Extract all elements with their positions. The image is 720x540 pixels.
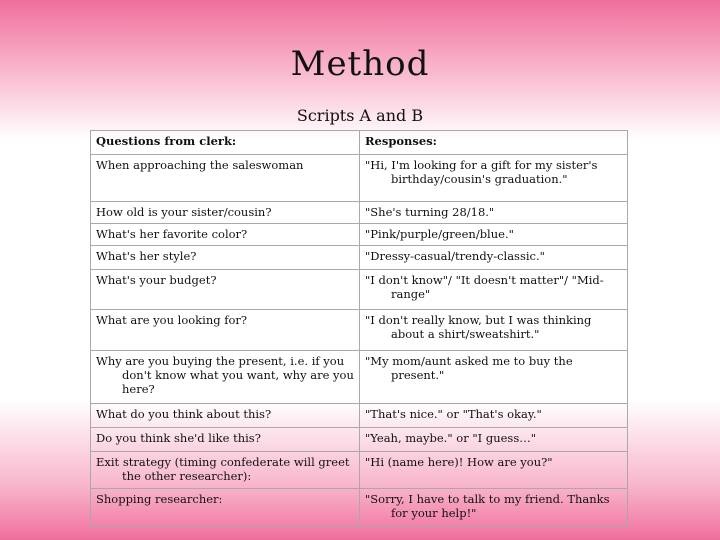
response-text: "That's nice." or "That's okay.": [365, 407, 542, 421]
header-responses: Responses:: [360, 131, 628, 155]
table-row: [91, 404, 628, 428]
question-cell: [91, 452, 360, 489]
table-row: [91, 202, 628, 224]
response-text: "Hi (name here)! How are you?": [365, 455, 553, 469]
response-text: "My mom/aunt asked me to buy the present.": [365, 354, 573, 382]
question-cell: [91, 202, 360, 224]
response-cell: [360, 202, 628, 224]
response-text: "Yeah, maybe." or "I guess…": [365, 431, 537, 445]
response-cell: [360, 246, 628, 270]
response-text: "Pink/purple/green/blue.": [365, 227, 514, 241]
response-cell: [360, 351, 628, 404]
question-text: What are you looking for?: [96, 313, 248, 327]
question-cell: [91, 310, 360, 351]
question-text: What's her style?: [96, 249, 197, 263]
response-text: "I don't know"/ "It doesn't matter"/ "Mid-range": [365, 273, 604, 301]
question-text: Do you think she'd like this?: [96, 431, 261, 445]
response-cell: [360, 428, 628, 452]
slide-subtitle: Scripts A and B: [296, 106, 424, 125]
response-cell: [360, 489, 628, 527]
table-header-row: [91, 131, 628, 155]
question-cell: [91, 246, 360, 270]
question-text: Shopping researcher:: [96, 492, 223, 506]
response-text: "She's turning 28/18.": [365, 205, 495, 219]
table-row: [91, 351, 628, 404]
question-text: Exit strategy (timing confederate will greet the other researcher):: [96, 455, 350, 483]
response-text: "Sorry, I have to talk to my friend. Thanks for your help!": [365, 492, 610, 520]
response-cell: [360, 270, 628, 310]
response-text: "Hi, I'm looking for a gift for my sister's birthday/cousin's graduation.": [365, 158, 598, 186]
slide-title: Method: [290, 44, 430, 84]
question-text: What do you think about this?: [96, 407, 272, 421]
table-row: [91, 310, 628, 351]
response-text: "Dressy-casual/trendy-classic.": [365, 249, 545, 263]
question-cell: [91, 428, 360, 452]
table-row: [91, 428, 628, 452]
header-questions: Questions from clerk:: [91, 131, 360, 155]
question-cell: [91, 404, 360, 428]
question-text: How old is your sister/cousin?: [96, 205, 272, 219]
table-row: [91, 155, 628, 202]
table-row: [91, 224, 628, 246]
scripts-table: [90, 130, 628, 527]
response-cell: [360, 452, 628, 489]
response-cell: [360, 310, 628, 351]
question-text: Why are you buying the present, i.e. if you don't know what you want, why are you here?: [96, 354, 354, 396]
response-cell: [360, 155, 628, 202]
response-cell: [360, 224, 628, 246]
table-row: [91, 270, 628, 310]
question-cell: [91, 155, 360, 202]
question-text: What's her favorite color?: [96, 227, 248, 241]
question-cell: [91, 270, 360, 310]
question-text: When approaching the saleswoman: [96, 158, 304, 172]
question-text: What's your budget?: [96, 273, 217, 287]
question-cell: [91, 489, 360, 527]
table-row: [91, 246, 628, 270]
table-row: [91, 489, 628, 527]
question-cell: [91, 351, 360, 404]
question-cell: [91, 224, 360, 246]
table-row: [91, 452, 628, 489]
response-text: "I don't really know, but I was thinking about a shirt/sweatshirt.": [365, 313, 592, 341]
response-cell: [360, 404, 628, 428]
